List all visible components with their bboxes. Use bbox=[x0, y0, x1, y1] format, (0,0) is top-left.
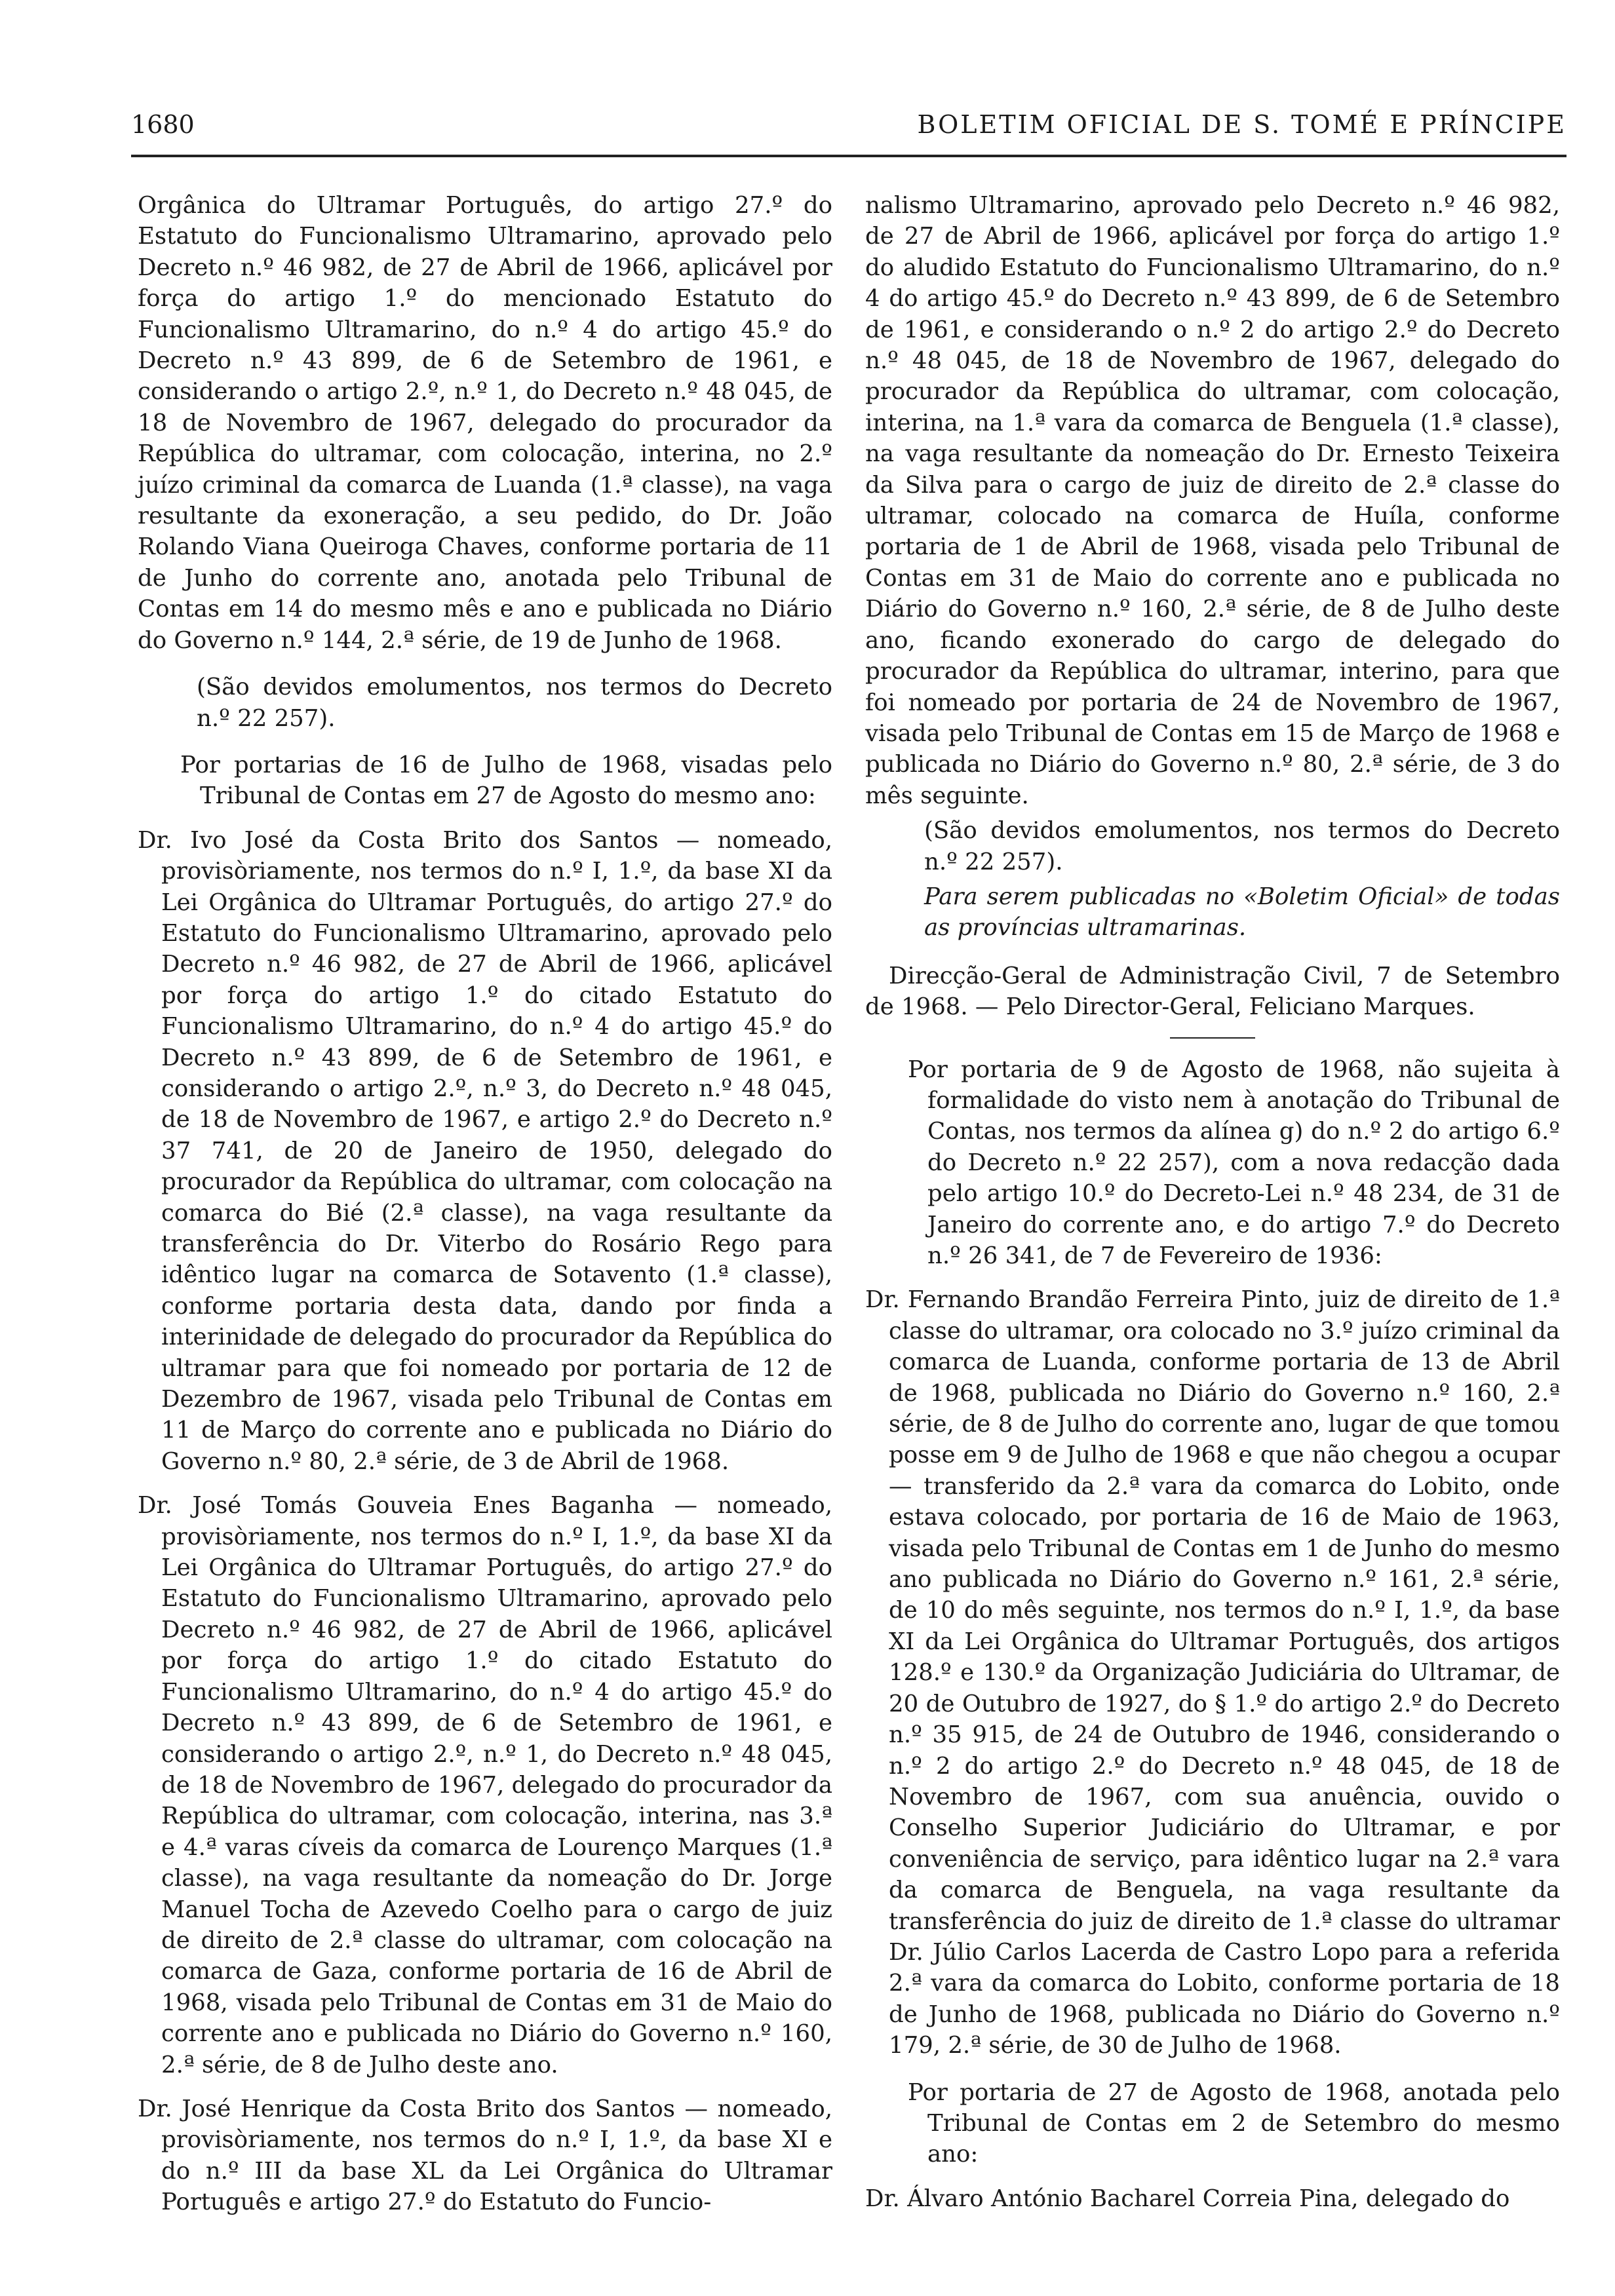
section-separator bbox=[1170, 1037, 1255, 1039]
page-header bbox=[131, 110, 1566, 149]
right-column bbox=[865, 190, 1560, 2214]
right-paragraph-1: nalismo Ultramarino, aprovado pelo Decreto n.º 46 982, de 27 de Abril de 1966, aplicável por força do artigo 1.º do aludido Estatuto do Funcionalismo Ultramarino, do n.º 4 do artigo 45.º do Decreto n.º 43 899, de 6 de Setembro de 1961, e considerando o n.º 2 do artigo 2.º do Decreto n.º 48 045, de 18 de Novembro de 1967, delegado do procurador da República do ultramar, com colocação, interina, na 1.ª vara da comarca de Benguela (1.ª classe), na vaga resultante da nomeação do Dr. Ernesto Teixeira da Silva para o cargo de juiz de direito de 2.ª classe do ultramar, colocado na comarca de Huíla, conforme portaria de 1 de Abril de 1968, visada pelo Tribunal de Contas em 31 de Maio do corrente ano e publicada no Diário do Governo n.º 160, 2.ª série, de 8 de Julho deste ano, ficando exonerado do cargo de delegado do procurador da República do ultramar, interino, para que foi nomeado por portaria de 24 de Novembro de 1967, visada pelo Tribunal de Contas em 15 de Março de 1968 e publicada no Diário do Governo n.º 80, 2.ª série, de 3 do mês seguinte. bbox=[865, 192, 1560, 809]
portaria-intro-august-27: Por portaria de 27 de Agosto de 1968, anotada pelo Tribunal de Contas em 2 de Setembro do mesmo ano: bbox=[908, 2078, 1560, 2168]
left-column bbox=[138, 190, 832, 2218]
left-paragraph-1: Orgânica do Ultramar Português, do artigo 27.º do Estatuto do Funcionalismo Ultramarino, aprovado pelo Decreto n.º 46 982, de 27 de Abril de 1966, aplicável por força do artigo 1.º do mencionado Estatuto do Funcionalismo Ultramarino, do n.º 4 do artigo 45.º do Decreto n.º 43 899, de 6 de Setembro de 1961, e considerando o artigo 2.º, n.º 1, do Decreto n.º 48 045, de 18 de Novembro de 1967, delegado do procurador da República do ultramar, com colocação, interina, no 2.º juízo criminal da comarca de Luanda (1.ª classe), na vaga resultante da exoneração, a seu pedido, do Dr. João Rolando Viana Queiroga Chaves, conforme portaria de 11 de Junho do corrente ano, anotada pelo Tribunal de Contas em 14 do mesmo mês e ano e publicada no Diário do Governo n.º 144, 2.ª série, de 19 de Junho de 1968. bbox=[138, 192, 832, 654]
appointment-ivo-santos: Dr. Ivo José da Costa Brito dos Santos — nomeado, provisòriamente, nos termos do n.º I, 1.º, da base XI da Lei Orgânica do Ultramar Português, do artigo 27.º do Estatuto do Funcionalismo Ultramarino, aprovado pelo Decreto n.º 46 982, de 27 de Abril de 1966, aplicável por força do artigo 1.º do citado Estatuto do Funcionalismo Ultramarino, do n.º 4 do artigo 45.º do Decreto n.º 43 899, de 6 de Setembro de 1961, e considerando o artigo 2.º, n.º 3, do Decreto n.º 48 045, de 18 de Novembro de 1967, e artigo 2.º do Decreto n.º 37 741, de 20 de Janeiro de 1950, delegado do procurador da República do ultramar, com colocação na comarca do Bié (2.ª classe), na vaga resultante da transferência do Dr. Viterbo do Rosário Rego para idêntico lugar na comarca de Sotavento (1.ª classe), conforme portaria desta data, dando por finda a interinidade de delegado do procurador da República do ultramar para que foi nomeado por portaria de 12 de Dezembro de 1967, visada pelo Tribunal de Contas em 11 de Março do corrente ano e publicada no Diário do Governo n.º 80, 2.ª série, de 3 de Abril de 1968. bbox=[138, 826, 832, 1475]
running-title: BOLETIM OFICIAL DE S. TOMÉ E PRÍNCIPE bbox=[917, 110, 1566, 139]
directorate-signature: Direcção-Geral de Administração Civil, 7 de Setembro de 1968. — Pelo Director-Geral, Feliciano Marques. bbox=[865, 962, 1560, 1021]
appointment-jose-henrique-santos: Dr. José Henrique da Costa Brito dos Santos — nomeado, provisòriamente, nos termos do n.º I, 1.º, da base XI e do n.º III da base XL da Lei Orgânica do Ultramar Português e artigo 27.º do Estatuto do Funcio- bbox=[138, 2095, 832, 2216]
portaria-intro-august-9: Por portaria de 9 de Agosto de 1968, não sujeita à formalidade do visto nem à anotação do Tribunal de Contas, nos termos da alínea g) do n.º 2 do artigo 6.º do Decreto n.º 22 257), com a nova redacção dada pelo artigo 10.º do Decreto-Lei n.º 48 234, de 31 de Janeiro do corrente ano, e do artigo 7.º do Decreto n.º 26 341, de 7 de Fevereiro de 1936: bbox=[908, 1056, 1560, 1269]
publication-note: Para serem publicadas no «Boletim Oficial» de todas as províncias ultramarinas. bbox=[924, 883, 1560, 942]
page-number: 1680 bbox=[131, 110, 195, 139]
appointment-jose-baganha: Dr. José Tomás Gouveia Enes Baganha — nomeado, provisòriamente, nos termos do n.º I, 1.º, da base XI da Lei Orgânica do Ultramar Português, do artigo 27.º do Estatuto do Funcionalismo Ultramarino, aprovado pelo Decreto n.º 46 982, de 27 de Abril de 1966, aplicável por força do artigo 1.º do citado Estatuto do Funcionalismo Ultramarino, do n.º 4 do artigo 45.º do Decreto n.º 43 899, de 6 de Setembro de 1961, e considerando o artigo 2.º, n.º 1, do Decreto n.º 48 045, de 18 de Novembro de 1967, delegado do procurador da República do ultramar, com colocação, interina, nas 3.ª e 4.ª varas cíveis da comarca de Lourenço Marques (1.ª classe), na vaga resultante da nomeação do Dr. Jorge Manuel Tocha de Azevedo Coelho para o cargo de juiz de direito de 2.ª classe do ultramar, com colocação na comarca de Gaza, conforme portaria de 16 de Abril de 1968, visada pelo Tribunal de Contas em 31 de Maio do corrente ano e publicada no Diário do Governo n.º 160, 2.ª série, de 8 de Julho deste ano. bbox=[138, 1492, 832, 2078]
transfer-fernando-pinto: Dr. Fernando Brandão Ferreira Pinto, juiz de direito de 1.ª classe do ultramar, ora colocado no 3.º juízo criminal da comarca de Luanda, conforme portaria de 13 de Abril de 1968, publicada no Diário do Governo n.º 160, 2.ª série, de 8 de Julho do corrente ano, lugar de que tomou posse em 9 de Julho de 1968 e que não chegou a ocupar — transferido da 2.ª vara da comarca do Lobito, onde estava colocado, por portaria de 16 de Maio de 1963, visada pelo Tribunal de Contas em 1 de Junho do mesmo ano publicada no Diário do Governo n.º 161, 2.ª série, de 10 do mês seguinte, nos termos do n.º I, 1.º, da base XI da Lei Orgânica do Ultramar Português, dos artigos 128.º e 130.º da Organização Judiciária do Ultramar, de 20 de Outubro de 1927, do § 1.º do artigo 2.º do Decreto n.º 35 915, de 24 de Outubro de 1946, considerando o n.º 2 do artigo 2.º do Decreto n.º 48 045, de 18 de Novembro de 1967, com sua anuência, ouvido o Conselho Superior Judiciário do Ultramar, e por conveniência de serviço, para idêntico lugar na 2.ª vara da comarca de Benguela, na vaga resultante da transferência do juiz de direito de 1.ª classe do ultramar Dr. Júlio Carlos Lacerda de Castro Lopo para a referida 2.ª vara da comarca do Lobito, conforme portaria de 18 de Junho de 1968, publicada no Diário do Governo n.º 179, 2.ª série, de 30 de Julho de 1968. bbox=[865, 1286, 1560, 2059]
portarias-intro: Por portarias de 16 de Julho de 1968, visadas pelo Tribunal de Contas em 27 de Agosto do mesmo ano: bbox=[180, 751, 832, 810]
header-rule bbox=[131, 155, 1566, 157]
entry-alvaro-pina: Dr. Álvaro António Bacharel Correia Pina, delegado do bbox=[865, 2185, 1510, 2212]
emoluments-note-right: (São devidos emolumentos, nos termos do Decreto n.º 22 257). bbox=[924, 817, 1560, 875]
emoluments-note-left: (São devidos emolumentos, nos termos do Decreto n.º 22 257). bbox=[197, 674, 832, 732]
